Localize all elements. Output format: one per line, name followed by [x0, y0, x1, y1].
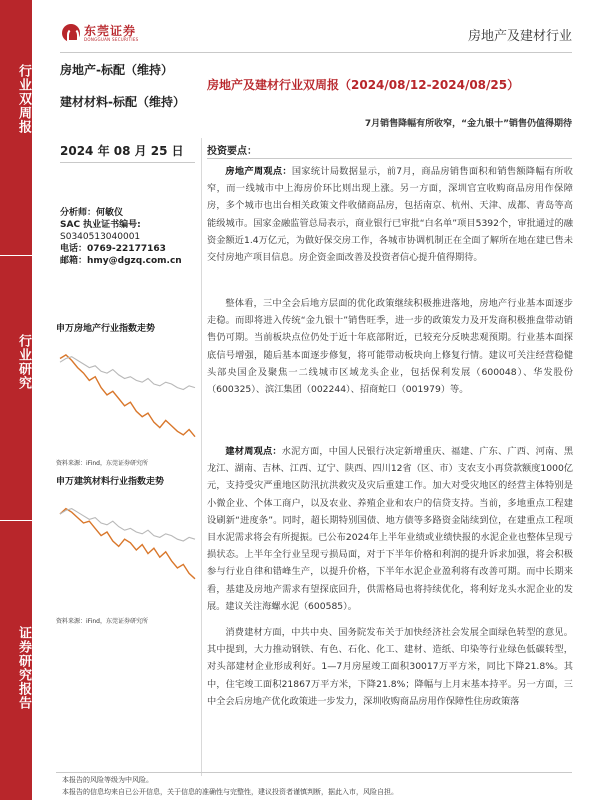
chart2-source: 资料来源：iFind，东莞证券研究所 [56, 618, 148, 625]
side-label-research: 行业研究 [16, 334, 31, 390]
series-line-2 [60, 509, 195, 541]
rating-building-materials: 建材材料-标配（维持） [60, 95, 185, 109]
paragraph-building-materials [207, 443, 573, 615]
report-date: 2024 年 08 月 25 日 [60, 144, 184, 158]
report-subtitle: 7月销售降幅有所收窄，“金九银十”销售仍值得期待 [364, 119, 572, 129]
chart2-title: 申万建筑材料行业指数走势 [56, 477, 165, 487]
analyst-sac-label: SAC 执业证书编号: [60, 220, 141, 230]
paragraph-real-estate [207, 163, 573, 266]
analyst-sac-number: S0340513040001 [60, 232, 141, 242]
side-divider [0, 255, 32, 256]
rating-real-estate: 房地产-标配（维持） [60, 63, 173, 77]
date-divider [60, 162, 195, 163]
side-label-securities: 证券研究报告 [16, 626, 31, 710]
series-line-2 [60, 357, 195, 390]
chart2-svg [56, 490, 199, 592]
paragraph-summary: 整体看，三中全会后地方层面的优化政策继续积极推进落地，房地产行业基本面逐步走稳。而即将进入传统“金九银十”销售旺季，进一步的政策发力及开发商积极推盘带动销售仍可期。当前板块点位仍处于近十年底部附近，已较充分反映悲观预期。行业基本面探底信号增强，随后基本面逐步修复，将可能带动板块向上修复行情。建议可关注经营稳健头部央国企及聚焦一二线城市区域龙头企业，包括保利发展（600048）、华发股份（600325）、滨江集团（002244）、招商蛇口（001979）等。 [207, 298, 573, 396]
series-line-1 [60, 509, 195, 579]
logo-text-en: DONGGUAN SECURITIES [84, 36, 139, 42]
paragraph-consumer-materials: 消费建材方面，中共中央、国务院发布关于加快经济社会发展全面绿色转型的意见。其中提到，大力推动钢铁、有色、石化、化工、建材、造纸、印染等行业绿色低碳转型，对头部建材企业形成利好。1—7月房屋竣工面积30017万平方米，同比下降21.8%。其中，住宅竣工面积21867万平方米，下降21.8%；降幅与上月末基本持平。另一方面，三中全会后房地产优化政策进一步发力，深圳收购商品房用作保障性住房政策落 [207, 627, 573, 707]
company-logo [62, 24, 138, 42]
logo-mark-icon [62, 24, 80, 42]
paragraph-lead: 建材周观点： [225, 446, 282, 457]
column-divider [201, 138, 202, 776]
analyst-name: 分析师：何敏仪 [60, 208, 124, 218]
chart2 [56, 490, 199, 592]
series-line-1 [60, 355, 195, 437]
paragraph-text: 水泥方面，中国人民银行决定新增重庆、福建、广东、广西、河南、黑龙江、湖南、吉林、江西、辽宁、陕西、四川12省（区、市）支农支小再贷款额度1000亿元，支持受灾严重地区防汛抗洪救灾及灾后重建工作。加大对受灾地区的经营主体特别是小微企业、个体工商户，以及农业、养殖企业和农户的信贷支持。当前，多地重点工程建设刷新“进度条”。同时，超长期特别国债、地方债等多路资金陆续到位，在建重点工程项目水泥需求将会有所提振。已公布2024年上半年业绩或业绩快报的水泥企业也整体呈现亏损状态。上半年全行业呈现亏损局面，对于下半年价格和利润的提升诉求加强，将会积极参与行业自律和错峰生产，以提升价格，下半年水泥企业盈利将有改善可期。而中长期来看，基建及房地产需求有望探底回升，供需格局也将持续优化，将利好龙头水泥企业的发展。建议关注海螺水泥（600585）。 [207, 446, 574, 612]
side-label-report-type: 行业双周报 [16, 64, 31, 134]
footer-disclaimer: 本报告的信息均来自已公开信息，关于信息的准确性与完整性，建议投资者谨慎判断，据此入市，风险自担。 [62, 788, 398, 796]
footer-divider [56, 772, 572, 773]
logo-text-cn: 东莞证券 [84, 23, 137, 38]
analyst-info [60, 207, 200, 267]
paragraph-lead: 房地产周观点： [225, 166, 292, 177]
report-title: 房地产及建材行业双周报（2024/08/12-2024/08/25） [207, 78, 520, 92]
side-divider [0, 520, 32, 521]
section-divider [207, 158, 572, 159]
chart1 [56, 338, 199, 450]
section-heading: 投资要点： [207, 146, 257, 157]
analyst-phone: 电话：0769-22177163 [60, 244, 166, 254]
paragraph-text: 国家统计局数据显示，前7月，商品房销售面积和销售额降幅有所收窄，而一线城市中上海房价环比则出现上涨。另一方面，深圳官宣收购商品房用作保障房，多个城市也出台相关政策文件收储商品房，包括南京、杭州、天津、成都、青岛等高能级城市。国家金融监管总局表示，商业银行已审批“白名单”项目5392个，审批通过的融资金额近1.4万亿元，为做好保交房工作，各城市协调机制正在全面了解所在地在建已售未交付房地产项目信息。房企资金面改善及投资者信心提升值得期待。 [207, 166, 573, 264]
chart1-title: 申万房地产行业指数走势 [56, 324, 156, 334]
analyst-email: 邮箱：hmy@dgzq.com.cn [60, 256, 182, 266]
header-divider [60, 52, 572, 53]
chart1-source: 资料来源：iFind，东莞证券研究所 [56, 460, 148, 467]
header-industry: 房地产及建材行业 [467, 29, 572, 44]
chart1-svg [56, 338, 199, 450]
footer-risk: 本报告的风险等级为中风险。 [62, 776, 153, 784]
